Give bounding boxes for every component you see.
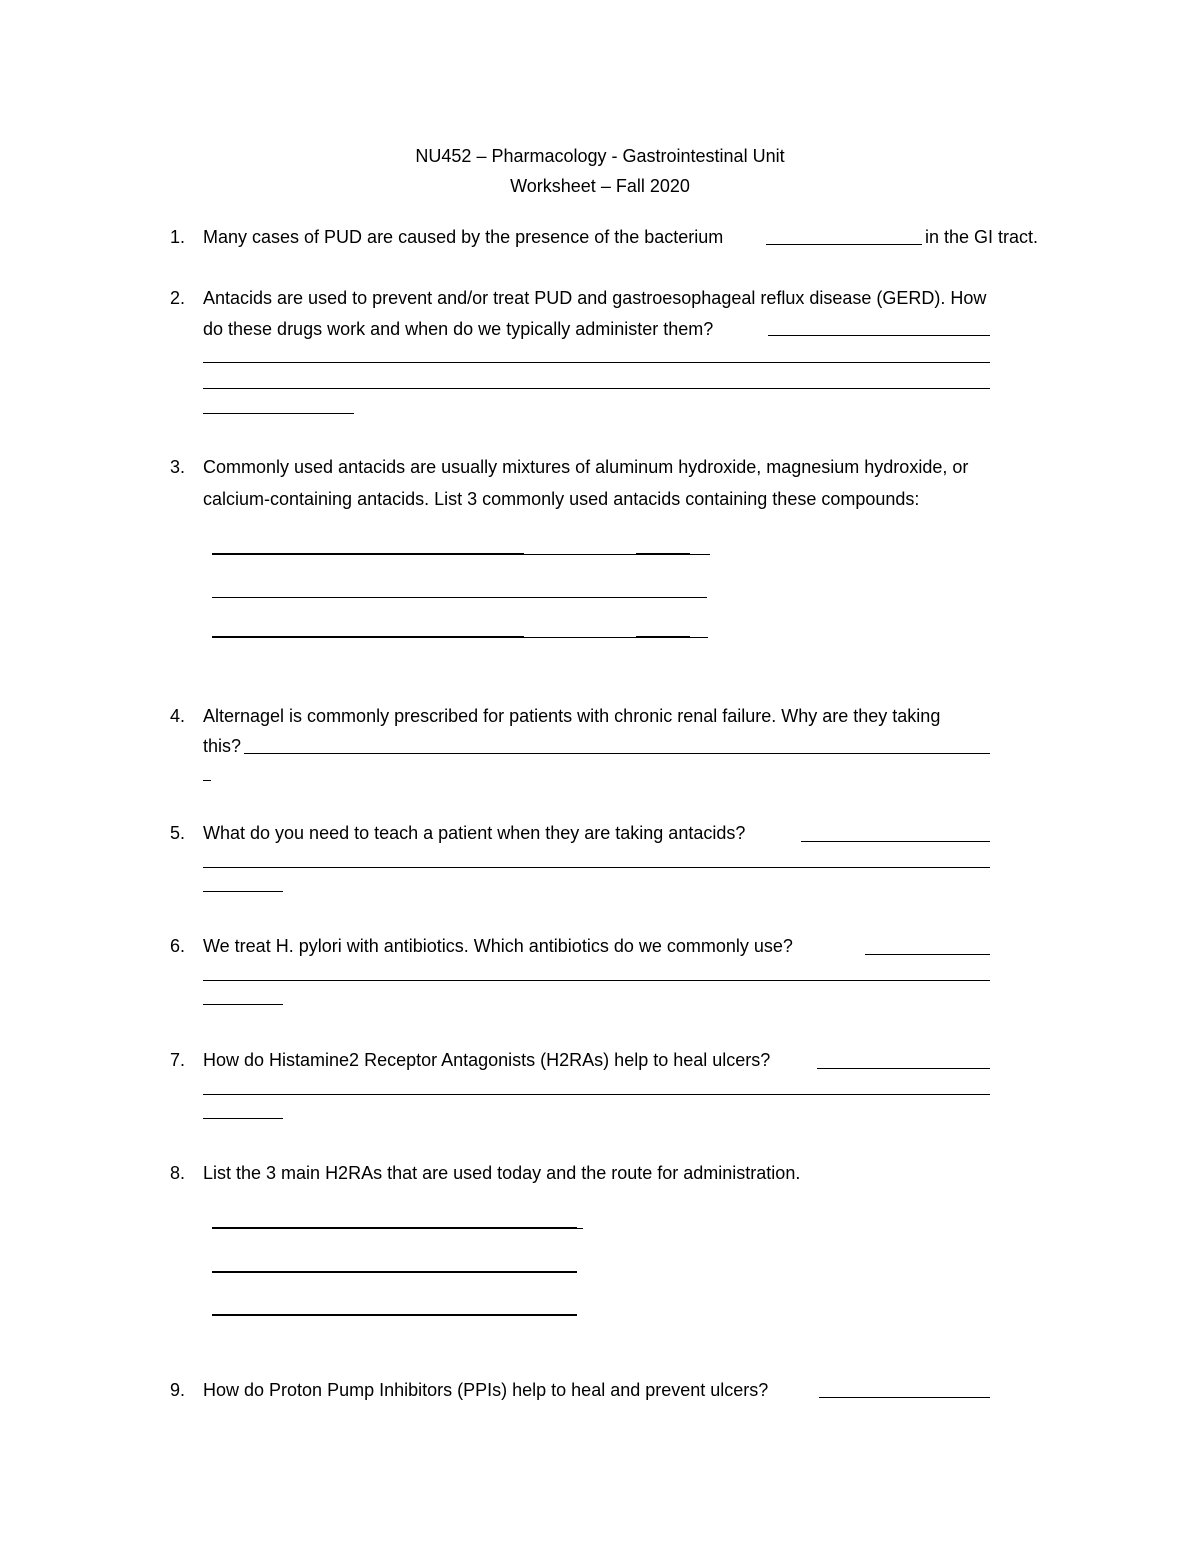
answer-blank-3a-1[interactable] [212, 553, 524, 555]
question-number: 7. [170, 1050, 186, 1070]
question-text-line-2: this? [203, 736, 242, 756]
answer-blank-1[interactable] [766, 244, 922, 245]
question-7 [170, 1048, 1050, 1074]
answer-blank-2d[interactable] [203, 413, 354, 414]
answer-blank-5a[interactable] [801, 841, 990, 842]
question-text: How do Histamine2 Receptor Antagonists (H2RAs) help to heal ulcers? [203, 1050, 771, 1070]
answer-blank-6c[interactable] [203, 1004, 283, 1005]
answer-blank-8c[interactable] [212, 1314, 577, 1316]
answer-blank-3a-3[interactable] [636, 553, 690, 555]
answer-blank-7c[interactable] [203, 1118, 283, 1119]
answer-blank-2b[interactable] [203, 362, 990, 363]
question-text: Many cases of PUD are caused by the presence of the bacterium [203, 227, 724, 247]
answer-blank-8b[interactable] [212, 1271, 577, 1273]
question-text-line-2: calcium-containing antacids. List 3 commonly used antacids containing these compounds: [203, 489, 920, 509]
answer-blank-3c-3[interactable] [636, 636, 690, 638]
answer-blank-2a[interactable] [768, 335, 990, 336]
answer-blank-3a-2[interactable] [524, 554, 636, 555]
answer-blank-4b[interactable] [203, 780, 211, 781]
answer-blank-3b[interactable] [212, 597, 707, 598]
question-number: 2. [170, 288, 186, 308]
page-subtitle: Worksheet – Fall 2020 [510, 176, 690, 196]
question-5 [170, 821, 1050, 847]
answer-blank-9[interactable] [819, 1397, 990, 1398]
question-text: What do you need to teach a patient when they are taking antacids? [203, 823, 746, 843]
question-1 [170, 225, 1050, 251]
answer-blank-2c[interactable] [203, 388, 990, 389]
page-title: NU452 – Pharmacology - Gastrointestinal Unit [415, 146, 785, 166]
answer-blank-6b[interactable] [203, 980, 990, 981]
answer-blank-3c-4[interactable] [690, 637, 708, 638]
question-text: How do Proton Pump Inhibitors (PPIs) help to heal and prevent ulcers? [203, 1380, 769, 1400]
answer-blank-5c[interactable] [203, 891, 283, 892]
question-text-line-1: Commonly used antacids are usually mixtures of aluminum hydroxide, magnesium hydroxide, or [203, 457, 969, 477]
answer-blank-4a[interactable] [244, 753, 990, 754]
question-number: 3. [170, 457, 186, 477]
answer-blank-6a[interactable] [865, 954, 990, 955]
question-number: 6. [170, 936, 186, 956]
question-number: 9. [170, 1380, 186, 1400]
answer-blank-7b[interactable] [203, 1094, 990, 1095]
question-3 [170, 455, 1050, 515]
question-9 [170, 1378, 1050, 1404]
question-number: 8. [170, 1163, 186, 1183]
answer-blank-3c-2[interactable] [524, 637, 636, 638]
question-number: 4. [170, 706, 186, 726]
question-text-line-1: Alternagel is commonly prescribed for patients with chronic renal failure. Why are they taking [203, 706, 941, 726]
question-8 [170, 1161, 1050, 1187]
answer-blank-8a[interactable] [212, 1227, 577, 1229]
question-text: We treat H. pylori with antibiotics. Which antibiotics do we commonly use? [203, 936, 793, 956]
question-number: 1. [170, 227, 186, 247]
answer-blank-7a[interactable] [817, 1068, 990, 1069]
question-6 [170, 934, 1050, 960]
answer-blank-3c-1[interactable] [212, 636, 524, 638]
question-2 [170, 286, 1050, 346]
answer-blank-5b[interactable] [203, 867, 990, 868]
answer-blank-3a-4[interactable] [690, 554, 710, 555]
question-number: 5. [170, 823, 186, 843]
answer-blank-8a-tail[interactable] [577, 1228, 583, 1229]
question-4 [170, 704, 1050, 764]
question-text-end: in the GI tract. [925, 227, 1039, 247]
question-text: List the 3 main H2RAs that are used today and the route for administration. [203, 1163, 801, 1183]
question-text-line-1: Antacids are used to prevent and/or treat PUD and gastroesophageal reflux disease (GERD). How [203, 288, 987, 308]
question-text-line-2: do these drugs work and when do we typically administer them? [203, 319, 714, 339]
